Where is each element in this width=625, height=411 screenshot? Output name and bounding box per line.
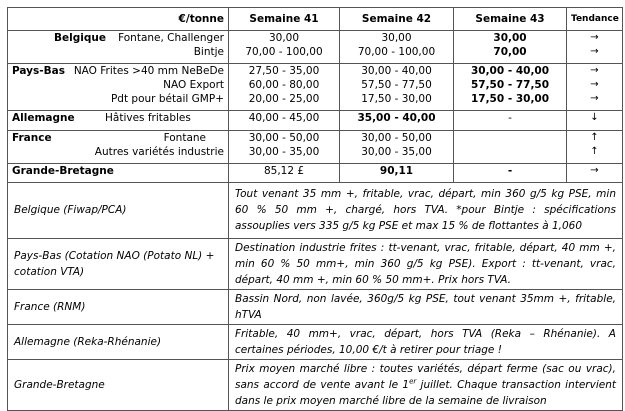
variety-label: NAO Frites >40 mm NeBeDe <box>73 65 224 77</box>
table-row <box>8 78 623 92</box>
description-row <box>8 183 623 238</box>
price-s43: - <box>454 111 567 131</box>
potato-price-report <box>7 7 622 411</box>
trend-down-icon: ↓ <box>567 111 623 131</box>
variety-label: Fontane <box>163 132 206 144</box>
price-s41: 70,00 - 100,00 <box>229 45 340 64</box>
variety-label: Autres variétés industrie <box>8 145 229 164</box>
country-label: Allemagne <box>12 112 75 124</box>
country-label: Grande-Bretagne <box>12 165 114 177</box>
superscript: er <box>409 377 417 385</box>
table-row <box>8 31 623 46</box>
table-row <box>8 64 623 79</box>
description-text-part: Prix moyen marché libre : toutes variétés, départ ferme (sac ou vrac), sans accord de vente avant le 1 <box>235 362 616 391</box>
price-s42: 90,11 <box>340 164 454 183</box>
description-text: Bassin Nord, non lavée, 360g/5 kg PSE, tout venant 35mm +, fritable, hTVA <box>229 289 623 324</box>
price-s42: 30,00 - 35,00 <box>340 145 454 164</box>
week-43-header: Semaine 43 <box>454 8 567 31</box>
description-row <box>8 289 623 324</box>
table-row <box>8 92 623 111</box>
week-41-header: Semaine 41 <box>229 8 340 31</box>
price-s43 <box>454 145 567 164</box>
description-text: Fritable, 40 mm+, vrac, départ, hors TVA (Reka – Rhénanie). A certaines périodes, 10,00 €/t à retirer pour triage ! <box>229 324 623 359</box>
price-s41: 27,50 - 35,00 <box>229 64 340 79</box>
table-row <box>8 145 623 164</box>
table-row <box>8 111 623 131</box>
price-s42: 35,00 - 40,00 <box>340 111 454 131</box>
price-s42: 70,00 - 100,00 <box>340 45 454 64</box>
country-label: France <box>12 132 52 144</box>
price-table <box>7 7 623 183</box>
price-s42: 30,00 - 50,00 <box>340 131 454 146</box>
description-text <box>229 359 623 410</box>
variety-label: Bintje <box>8 45 229 64</box>
trend-flat-icon: → <box>567 92 623 111</box>
price-s41: 30,00 <box>229 31 340 46</box>
price-s43: 57,50 - 77,50 <box>454 78 567 92</box>
trend-up-icon: ↑ <box>567 131 623 146</box>
description-source: Allemagne (Reka-Rhénanie) <box>8 324 229 359</box>
trend-flat-icon: → <box>567 78 623 92</box>
price-s43 <box>454 131 567 146</box>
trend-header: Tendance <box>567 8 623 31</box>
description-text-part: juillet. Chaque transaction intervient dans le prix moyen marché libre de la semaine de livraison <box>235 378 616 407</box>
variety-label: NAO Export <box>8 78 229 92</box>
price-s41: 85,12 £ <box>229 164 340 183</box>
trend-flat-icon: → <box>567 164 623 183</box>
price-s41: 20,00 - 25,00 <box>229 92 340 111</box>
country-label: Belgique <box>54 32 106 44</box>
price-s43: - <box>454 164 567 183</box>
price-s42: 17,50 - 30,00 <box>340 92 454 111</box>
description-source: Grande-Bretagne <box>8 359 229 410</box>
description-row <box>8 238 623 289</box>
price-s41: 30,00 - 35,00 <box>229 145 340 164</box>
description-source: France (RNM) <box>8 289 229 324</box>
trend-up-icon: ↑ <box>567 145 623 164</box>
price-s41: 40,00 - 45,00 <box>229 111 340 131</box>
table-row <box>8 45 623 64</box>
price-s43: 30,00 <box>454 31 567 46</box>
table-row <box>8 131 623 146</box>
description-row <box>8 324 623 359</box>
country-label: Pays-Bas <box>12 65 65 77</box>
description-text: Destination industrie frites : tt-venant, vrac, fritable, départ, 40 mm +, min 60 % 50 mm+, min 360 g/5 kg PSE). Export : tt-venant, vrac, départ, 40 mm +, min 60 % 50 mm+. Prix hors TVA. <box>229 238 623 289</box>
table-row <box>8 164 623 183</box>
price-s42: 57,50 - 77,50 <box>340 78 454 92</box>
price-s41: 30,00 - 50,00 <box>229 131 340 146</box>
price-s42: 30,00 <box>340 31 454 46</box>
trend-flat-icon: → <box>567 64 623 79</box>
trend-flat-icon: → <box>567 31 623 46</box>
variety-label: Pdt pour bétail GMP+ <box>8 92 229 111</box>
description-table <box>7 183 623 411</box>
price-s43: 17,50 - 30,00 <box>454 92 567 111</box>
price-s42: 30,00 - 40,00 <box>340 64 454 79</box>
variety-label: Fontane, Challenger <box>118 32 224 44</box>
description-source: Belgique (Fiwap/PCA) <box>8 183 229 238</box>
price-s41: 60,00 - 80,00 <box>229 78 340 92</box>
header-row <box>8 8 623 31</box>
trend-flat-icon: → <box>567 45 623 64</box>
description-text: Tout venant 35 mm +, fritable, vrac, départ, min 360 g/5 kg PSE, min 60 % 50 mm +, chargé, hors TVA. *pour Bintje : spécifications assouplies vers 335 g/5 kg PSE et max 15 % de flottantes à 1,060 <box>229 183 623 238</box>
variety-label: Hâtives fritables <box>105 112 191 124</box>
description-row <box>8 359 623 410</box>
week-42-header: Semaine 42 <box>340 8 454 31</box>
price-s43: 30,00 - 40,00 <box>454 64 567 79</box>
price-s43: 70,00 <box>454 45 567 64</box>
description-source: Pays-Bas (Cotation NAO (Potato NL) + cotation VTA) <box>8 238 229 289</box>
unit-header: €/tonne <box>8 8 229 31</box>
